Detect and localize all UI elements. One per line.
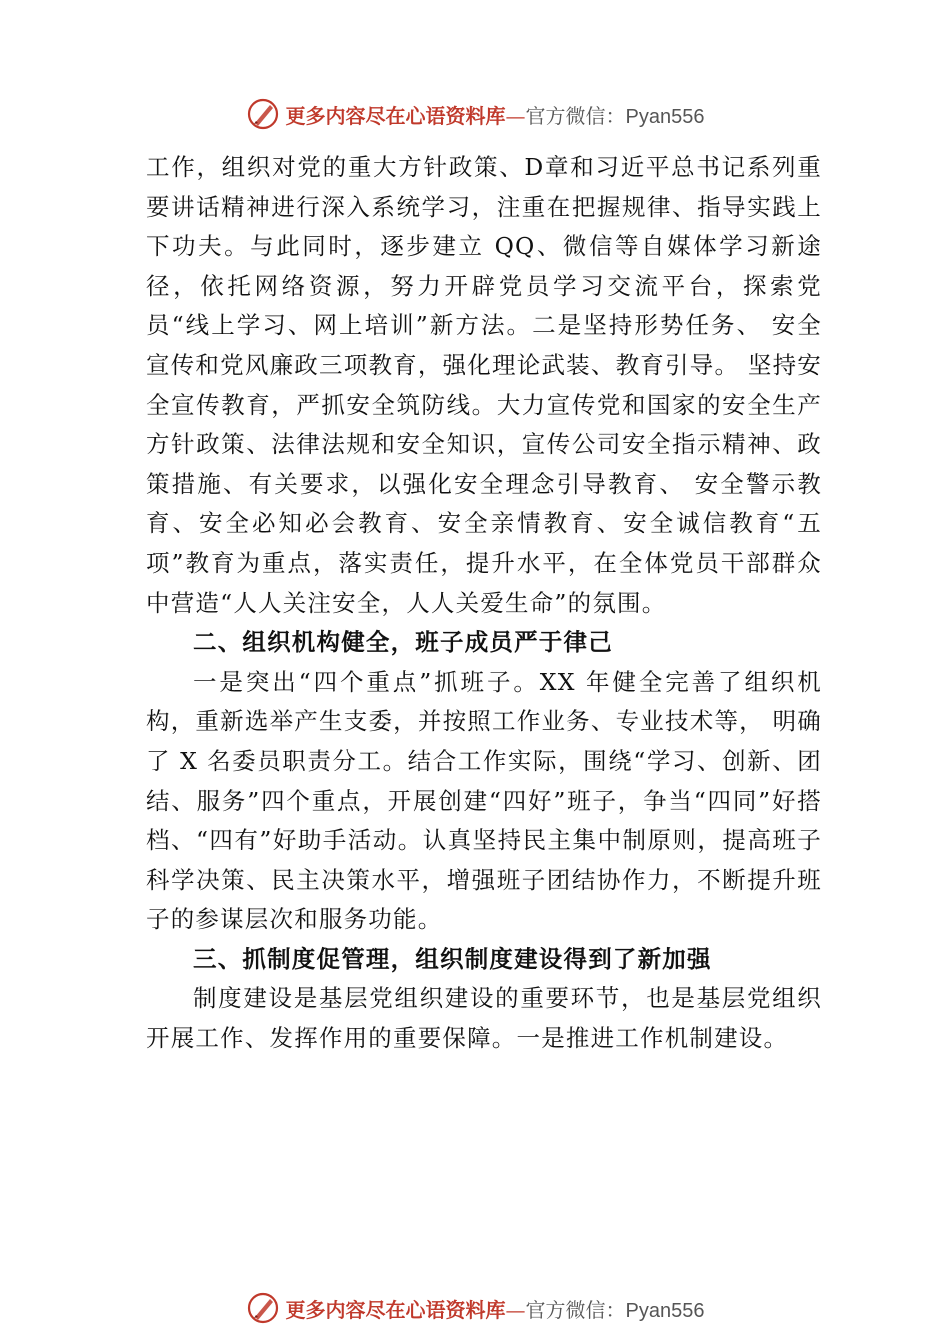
banner-dash: — [505, 1297, 526, 1322]
paragraph-3: 制度建设是基层党组织建设的重要环节，也是基层党组织开展工作、发挥作用的重要保障。一是推进工作机制建设。 [146, 984, 822, 1053]
banner-wechat-handle: Pyan556 [625, 1299, 705, 1322]
banner-text [286, 1294, 705, 1323]
banner-site-name: 更多内容尽在心语资料库 [285, 1297, 506, 1322]
section-heading-3: 三、抓制度促管理，组织制度建设得到了新加强 [193, 944, 712, 973]
banner-wechat-handle: Pyan556 [625, 105, 705, 128]
pen-seal-icon [246, 97, 280, 131]
banner-wechat-label: 官方微信： [525, 103, 626, 128]
banner-site-name: 更多内容尽在心语资料库 [285, 103, 506, 128]
section-heading-2: 二、组织机构健全，班子成员严于律己 [193, 628, 613, 657]
banner-wechat-label: 官方微信： [525, 1297, 626, 1322]
paragraph-2: 一是突出“四个重点”抓班子。XX 年健全完善了组织机构，重新选举产生支委，并按照工作业务、专业技术等， 明确了 X 名委员职责分工。结合工作实际，围绕“学习、创新、团结、服务”四个重点，开展创建“四好”班子，争当“四同”好搭档、“四有”好助手活动。认真坚持民主集中制原则，提高班子科学决策、民主决策水平，增强班子团结协作力，不断提升班子的参谋层次和服务功能。 [146, 667, 822, 934]
paragraph-1: 工作，组织对党的重大方针政策、D章和习近平总书记系列重要讲话精神进行深入系统学习，注重在把握规律、指导实践上下功夫。与此同时，逐步建立 QQ、微信等自媒体学习新途径，依托网络资源，努力开辟党员学习交流平台，探索党员“线上学习、网上培训”新方法。二是坚持形势任务、 安全宣传和党风廉政三项教育，强化理论武装、教育引导。 坚持安全宣传教育，严抓安全筑防线。大力宣传党和国家的安全生产方针政策、法律法规和安全知识，宣传公司安全指示精神、政策措施、有关要求，以强化安全理念引导教育、 安全警示教育、安全必知必会教育、安全亲情教育、安全诚信教育“五项”教育为重点，落实责任，提升水平，在全体党员干部群众中营造“人人关注安全，人人关爱生命”的氛围。 [146, 153, 822, 617]
banner-text [286, 100, 705, 129]
header-banner [0, 92, 950, 136]
banner-dash: — [505, 103, 526, 128]
pen-seal-icon [246, 1291, 280, 1325]
document-body [146, 148, 822, 1059]
footer-banner [0, 1286, 950, 1330]
